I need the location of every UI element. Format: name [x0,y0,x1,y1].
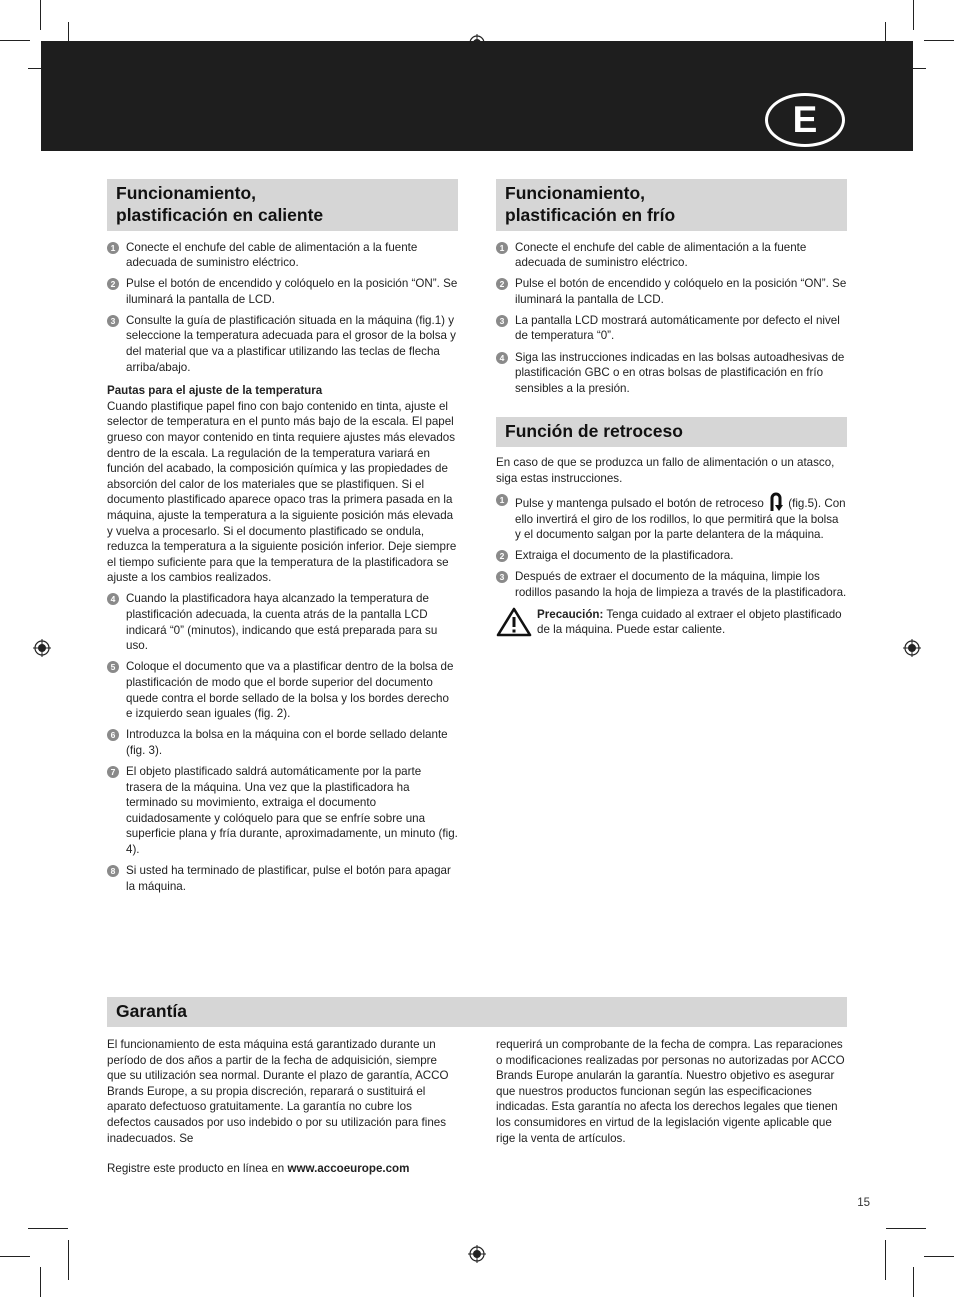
crop-mark [28,1228,68,1229]
reverse-function-heading: Función de retroceso [496,417,847,447]
warranty-heading: Garantía [107,997,847,1027]
registration-mark-icon [468,1245,486,1263]
list-item: 1 Conecte el enchufe del cable de alimentación a la fuente adecuada de suministro eléctrico. [107,240,458,271]
warranty-section [107,997,847,1027]
list-item: 4 Cuando la plastificadora haya alcanzado la temperatura de plastificación adecuada, la cuenta atrás de la pantalla LCD indicará “0” (minutos), indicando que está preparada para su uso. [107,591,458,653]
list-item: 2 Pulse el botón de encendido y colóquelo en la posición “ON”. Se iluminará la pantalla de LCD. [107,276,458,307]
step-number: 2 [107,278,119,290]
cold-lamination-heading: Funcionamiento, plastificación en frío [496,179,847,231]
crop-mark [885,1240,886,1280]
step-number: 2 [496,550,508,562]
list-item: 2 Extraiga el documento de la plastificadora. [496,548,847,564]
crop-mark [913,0,914,30]
step-number: 1 [107,242,119,254]
list-item: 3 Después de extraer el documento de la máquina, limpie los rodillos pasando la hoja de limpieza a través de la plastificadora. [496,569,847,600]
warranty-text-right: requerirá un comprobante de la fecha de compra. Las reparaciones o modificaciones realizadas por personas no autorizadas por ACCO Brands Europe anularán la garantía. Nuestro objetivo es asegurar que nuestros productos funcionan según las especificaciones indicadas. Esta garantía no afecta los derechos legales que tienen los consumidores en virtud de la legislación vigente aplicable que rige la venta de artículos. [496,1038,845,1145]
list-item: 7 El objeto plastificado saldrá automáticamente por la parte trasera de la máquina. Una vez que la plastificadora ha terminado su movimiento, extraiga el documento cuidadosamente y colóquelo para que se enfríe sobre una superficie plana y fría durante, aproximadamente, un minuto (fig. 4). [107,764,458,858]
temperature-guidelines-text: Cuando plastifique papel fino con bajo contenido en tinta, ajuste el selector de temperatura en el punto más bajo de la escala. El papel grueso con mayor contenido en tinta requiere ajustes más elevados dentro de la escala. La regulación de la temperatura variará en función del acabado, la composición química y las propiedades de absorción del calor de los materiales que se plastifiquen. Si el documento plastificado aparece opaco tras la primera pasada en la máquina, ajuste la temperatura a la siguiente posición más elevada y vuelva a procesarlo. Si el documento plastificado se ondula, reduzca la temperatura a la siguiente posición inferior. Deje siempre el tiempo suficiente para que la temperatura de la plastificadora se ajuste a los cambios realizados. [107,399,457,585]
step-number: 2 [496,278,508,290]
list-item: 5 Coloque el documento que va a plastificar dentro de la bolsa de plastificación de modo que el borde superior del documento quede contra el borde sellado de la bolsa y los bordes derecho e izquierdo sean iguales (fig. 2). [107,659,458,721]
warning-triangle-icon [496,607,532,637]
register-line: Registre este producto en línea en www.accoeurope.com [107,1162,410,1176]
list-item: 6 Introduzca la bolsa en la máquina con el borde sellado delante (fig. 3). [107,727,458,758]
crop-mark [40,1267,41,1297]
crop-mark [924,40,954,41]
page-number: 15 [857,1197,870,1209]
reverse-intro: En caso de que se produzca un fallo de alimentación o un atasco, siga estas instrucciones. [496,456,835,485]
crop-mark [68,1240,69,1280]
hot-lamination-section [107,179,458,894]
reverse-function-section [496,417,847,638]
crop-mark [924,1256,954,1257]
step-number: 8 [107,865,119,877]
step-number: 3 [107,315,119,327]
step-number: 7 [107,766,119,778]
step-number: 4 [496,352,508,364]
reverse-button-icon [769,492,783,512]
caution-label: Precaución: [537,607,604,621]
crop-mark [0,1256,30,1257]
temperature-guidelines-heading: Pautas para el ajuste de la temperatura [107,384,323,398]
crop-mark [886,1228,926,1229]
register-link[interactable]: www.accoeurope.com [287,1162,410,1176]
step-number: 1 [496,242,508,254]
list-item: 1 Conecte el enchufe del cable de alimentación a la fuente adecuada de suministro eléctrico. [496,240,847,271]
hot-lamination-heading: Funcionamiento, plastificación en caliente [107,179,458,231]
registration-mark-icon [903,639,921,657]
crop-mark [0,40,30,41]
list-item: 4 Siga las instrucciones indicadas en las bolsas autoadhesivas de plastificación GBC o en otras bolsas de plastificación en frío sensibles a la presión. [496,350,847,397]
cold-lamination-section [496,179,847,396]
warranty-right-column [496,1037,847,1146]
warranty-text-left: El funcionamiento de esta máquina está garantizado durante un período de dos años a partir de la fecha de adquisición, siempre que su utilización sea normal. Durante el plazo de garantía, ACCO Brands Europe, a su propia discreción, reparará o sustituirá el aparato defectuoso gratuitamente. La garantía no cubre los defectos causados por uso indebido o por su utilización para fines inadecuados. Se [107,1038,449,1145]
list-item: 2 Pulse el botón de encendido y colóquelo en la posición “ON”. Se iluminará la pantalla de LCD. [496,276,847,307]
header-banner [41,41,913,151]
step-number: 3 [496,571,508,583]
list-item: 3 Consulte la guía de plastificación situada en la máquina (fig.1) y seleccione la temperatura adecuada para el grosor de la bolsa y del material que va a plastificar utilizando las teclas de flecha arriba/abajo. [107,313,458,375]
language-badge: E [765,93,845,147]
caution-note: Precaución: Tenga cuidado al extraer el objeto plastificado de la máquina. Puede estar caliente. [496,607,847,638]
crop-mark [913,1267,914,1297]
warranty-left-column [107,1037,453,1177]
step-number: 1 [496,494,508,506]
step-number: 6 [107,729,119,741]
registration-mark-icon [33,639,51,657]
list-item: 3 La pantalla LCD mostrará automáticamente por defecto el nivel de temperatura “0”. [496,313,847,344]
list-item: 1 Pulse y mantenga pulsado el botón de retroceso (fig.5). Con ello invertirá el giro de los rodillos, lo que permitirá que la bolsa y el documento salgan por la parte delantera de la máquina. [496,492,847,543]
step-number: 3 [496,315,508,327]
list-item: 8 Si usted ha terminado de plastificar, pulse el botón para apagar la máquina. [107,863,458,894]
crop-mark [40,0,41,30]
step-number: 5 [107,661,119,673]
step-number: 4 [107,593,119,605]
